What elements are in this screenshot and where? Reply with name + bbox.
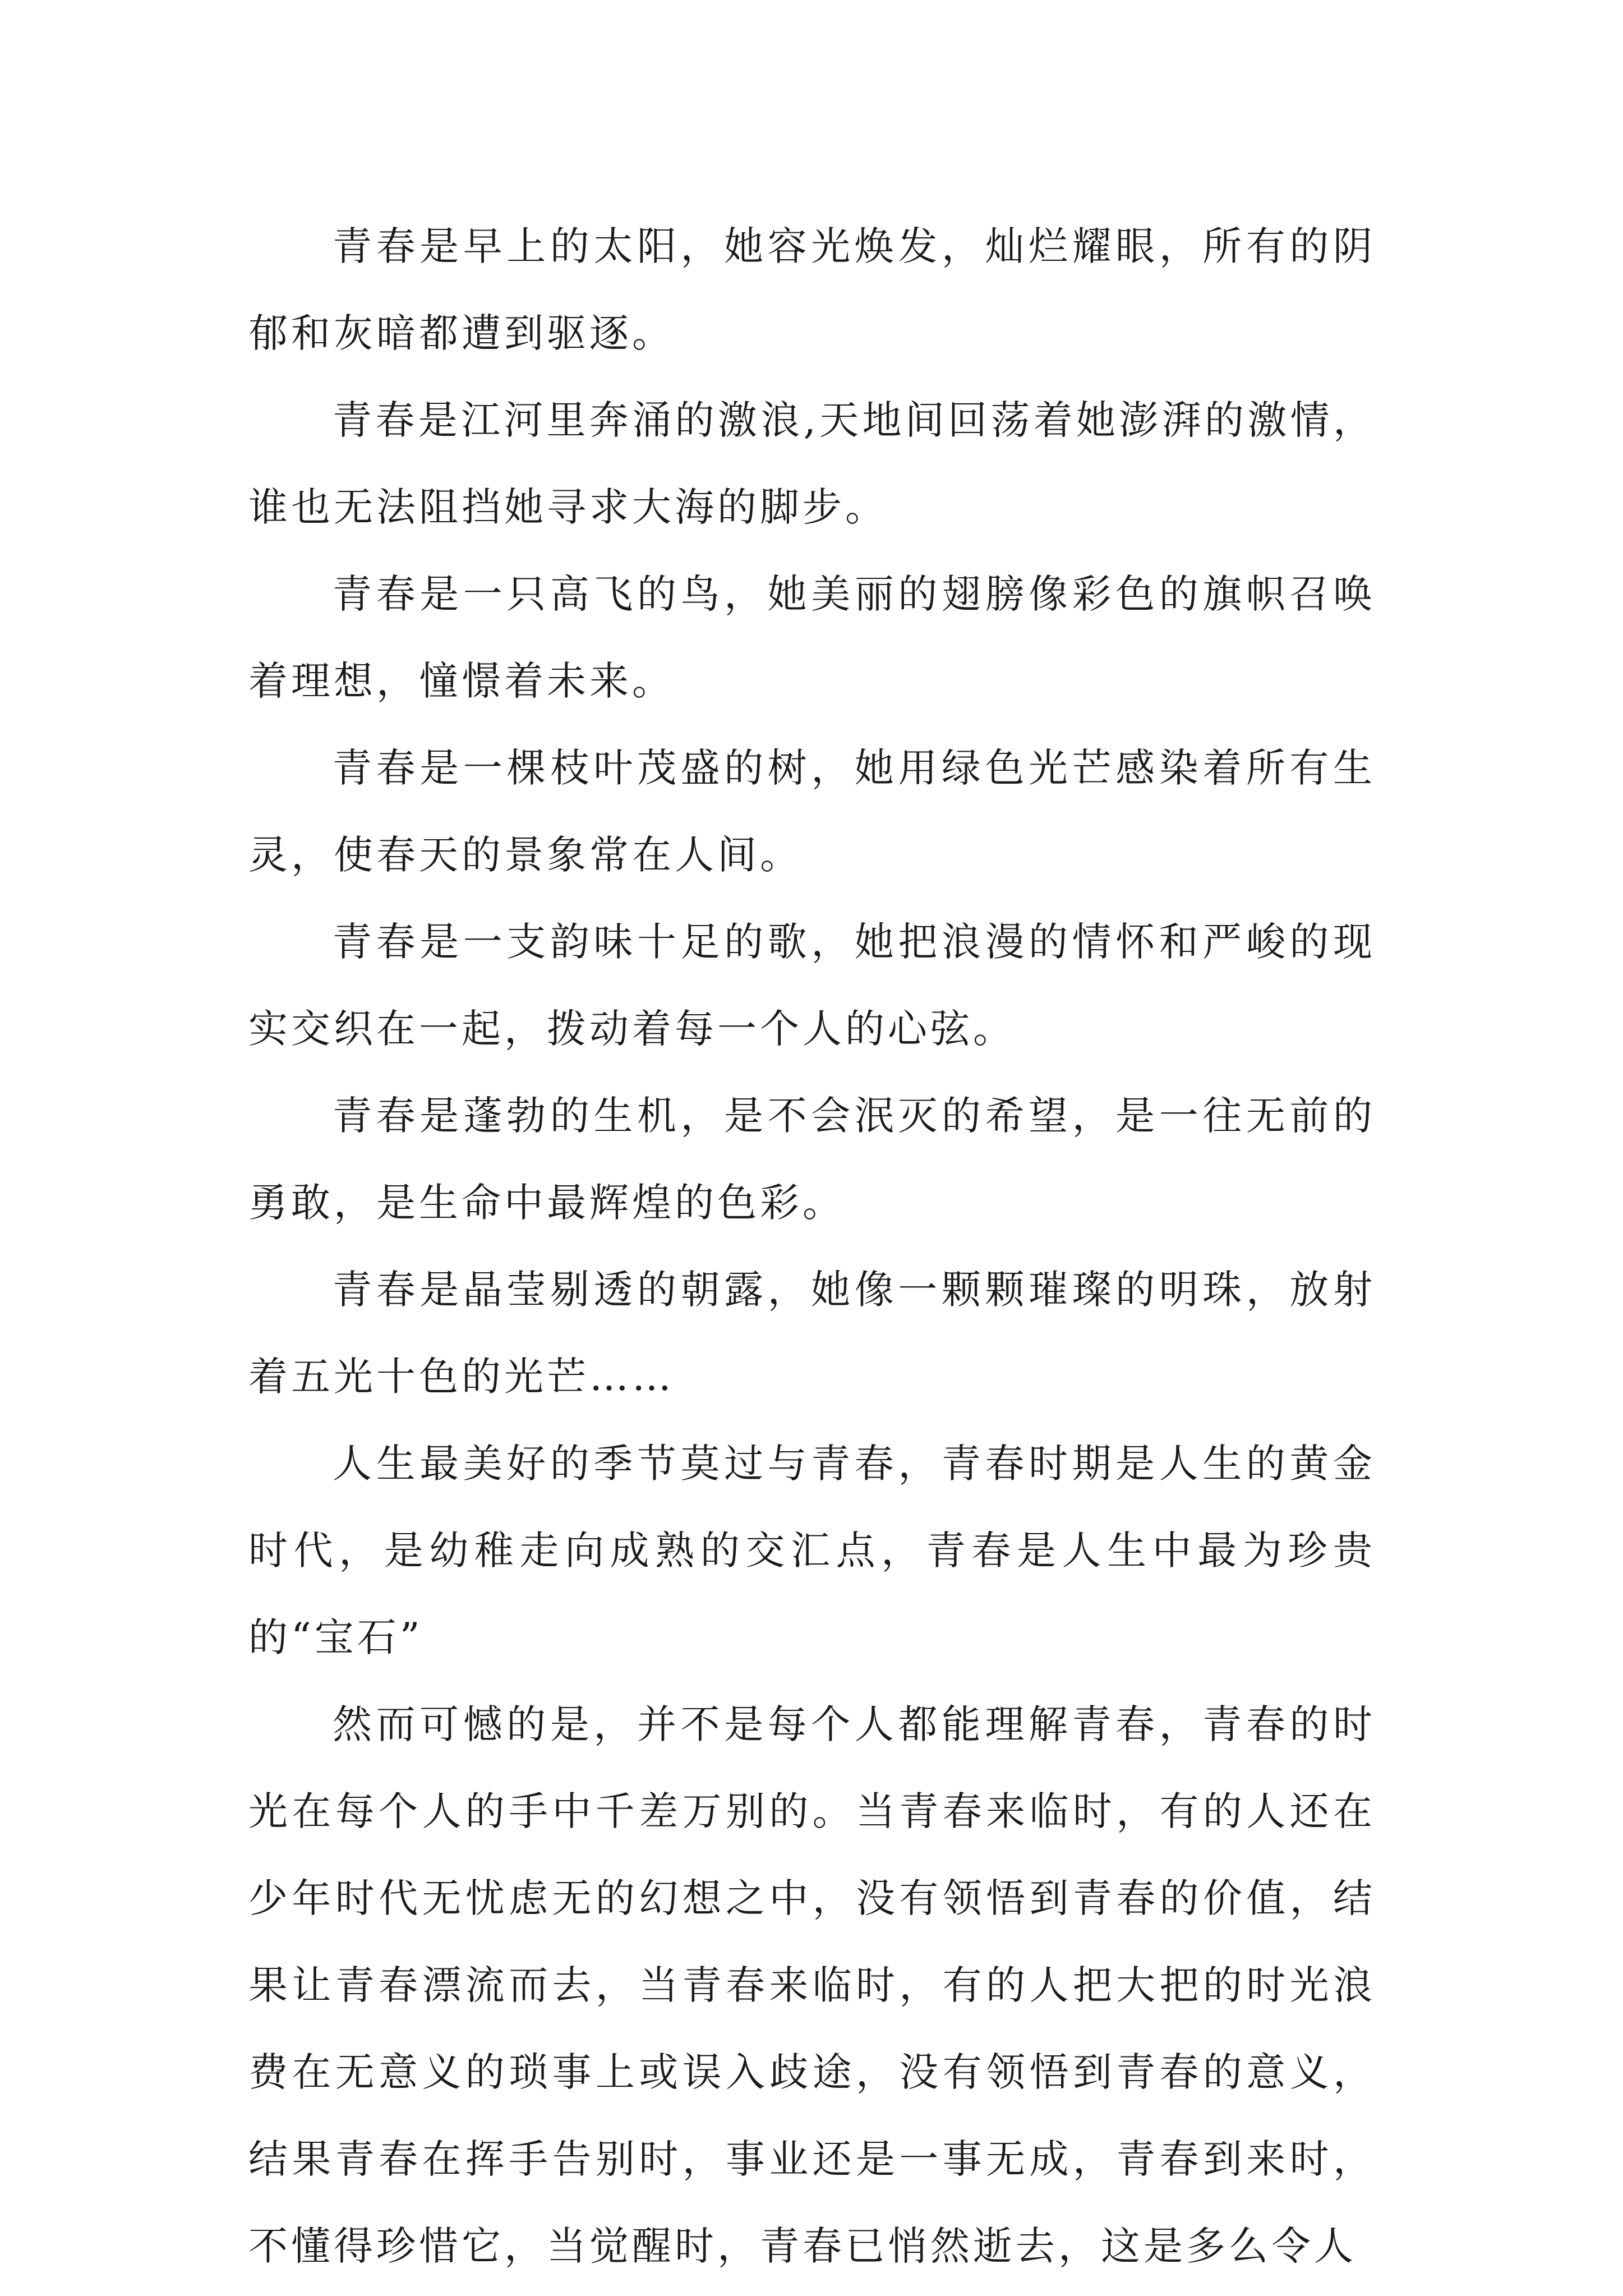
paragraph-6: 青春是蓬勃的生机，是不会泯灭的希望，是一往无前的勇敢，是生命中最辉煌的色彩。 [248, 1093, 1376, 1226]
paragraph-2: 青春是江河里奔涌的激浪,天地间回荡着她澎湃的激情，谁也无法阻挡她寻求大海的脚步。 [248, 397, 1376, 530]
paragraph-4: 青春是一棵枝叶茂盛的树，她用绿色光芒感染着所有生灵，使春天的景象常在人间。 [248, 745, 1376, 878]
paragraph-3: 青春是一只高飞的鸟，她美丽的翅膀像彩色的旗帜召唤着理想，憧憬着未来。 [248, 571, 1376, 704]
paragraph-8: 人生最美好的季节莫过与青春，青春时期是人生的黄金时代，是幼稚走向成熟的交汇点，青春是人生中最为珍贵的“宝石” [248, 1441, 1376, 1660]
body-text [248, 203, 1376, 2290]
paragraph-7: 青春是晶莹剔透的朝露，她像一颗颗璀璨的明珠，放射着五光十色的光芒…… [248, 1267, 1376, 1400]
paragraph-5: 青春是一支韵味十足的歌，她把浪漫的情怀和严峻的现实交织在一起，拨动着每一个人的心弦。 [248, 919, 1376, 1052]
paragraph-9: 然而可憾的是，并不是每个人都能理解青春，青春的时光在每个人的手中千差万别的。当青春来临时，有的人还在少年时代无忧虑无的幻想之中，没有领悟到青春的价值，结果让青春漂流而去，当青春来临时，有的人把大把的时光浪费在无意义的琐事上或误入歧途，没有领悟到青春的意义，结果青春在挥手告别时，事业还是一事无成，青春到来时，不懂得珍惜它，当觉醒时，青春已悄然逝去，这是多么令人 [248, 1701, 1376, 2269]
paragraph-1: 青春是早上的太阳，她容光焕发，灿烂耀眼，所有的阴郁和灰暗都遭到驱逐。 [248, 223, 1376, 356]
